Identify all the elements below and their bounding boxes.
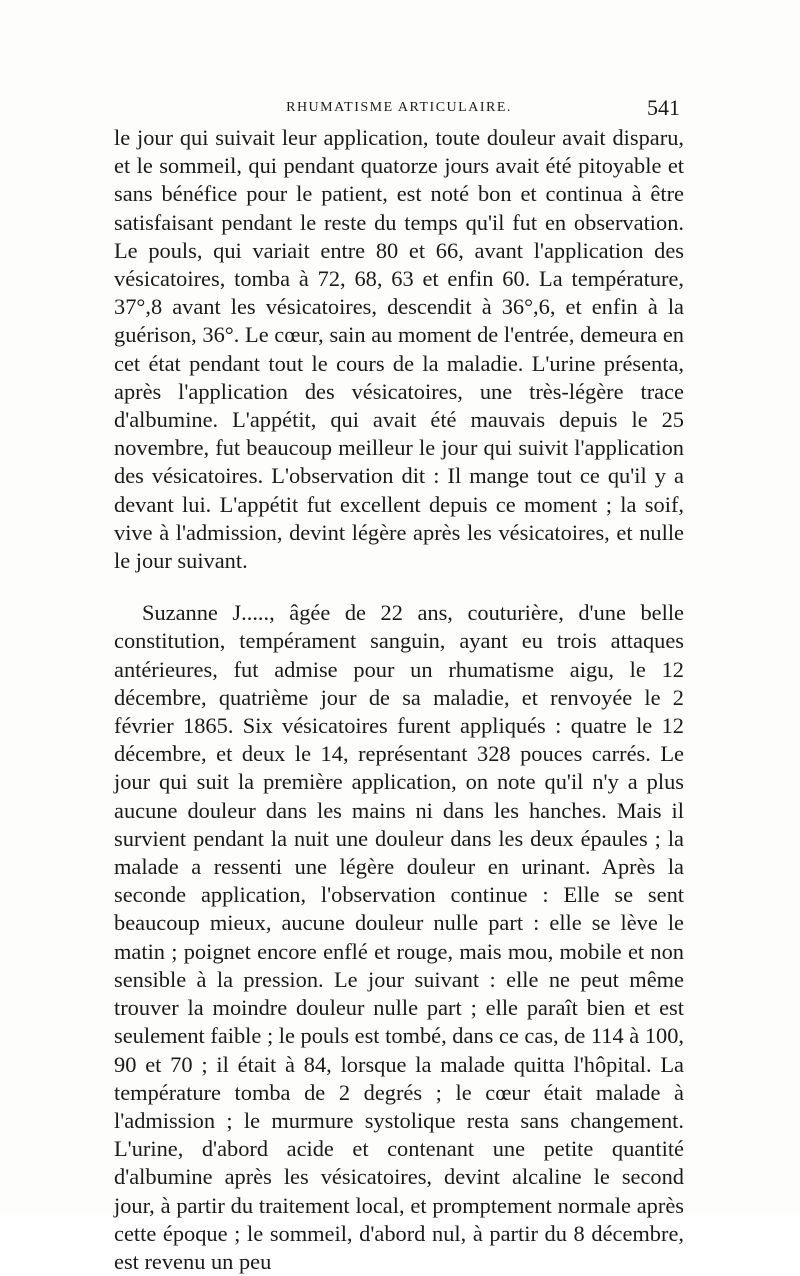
page-number: 541 [647,95,680,120]
paragraph-case-suzanne: Suzanne J....., âgée de 22 ans, couturière, d'une belle constitution, tempérament sanguin, ayant eu trois attaques antérieures, fut admise pour un rhumatisme aigu, le 12 décembre, quatrième jour de sa maladie, et renvoyée le 2 février 1865. Six vésicatoires furent appliqués : quatre le 12 décembre, et deux le 14, représentant 328 pouces carrés. Le jour qui suit la première application, on note qu'il n'y a plus aucune douleur dans les mains ni dans les hanches. Mais il survient pendant la nuit une douleur dans les deux épaules ; la malade a ressenti une légère douleur en urinant. Après la seconde application, l'observation continue : Elle se sent beaucoup mieux, aucune douleur nulle part : elle se lève le matin ; poignet encore enflé et rouge, mais mou, mobile et non sensible à la pression. Le jour suivant : elle ne peut même trouver la moindre douleur nulle part ; elle paraît bien et est seulement faible ; le pouls est tombé, dans ce cas, de 114 à 100, 90 et 70 ; il était à 84, lorsque la malade quitta l'hôpital. La température tomba de 2 degrés ; le cœur était malade à l'admission ; le murmure systolique resta sans changement. L'urine, d'abord acide et contenant une petite quantité d'albumine après les vésicatoires, devint alcaline le second jour, à partir du traitement local, et promptement normale après cette époque ; le sommeil, d'abord nul, à partir du 8 décembre, est revenu un peu [114,600,684,1274]
running-title: RHUMATISME ARTICULAIRE. [286,100,512,115]
paragraph-continuation: le jour qui suivait leur application, toute douleur avait disparu, et le sommeil, qui pendant quatorze jours avait été pitoyable et sans bénéfice pour le patient, est noté bon et continua à être satisfaisant pendant le reste du temps qu'il fut en observation. Le pouls, qui variait entre 80 et 66, avant l'application des vésicatoires, tomba à 72, 68, 63 et enfin 60. La température, 37°,8 avant les vésicatoires, descendit à 36°,6, et enfin à la guérison, 36°. Le cœur, sain au moment de l'entrée, demeura en cet état pendant tout le cours de la maladie. L'urine présenta, après l'application des vésicatoires, une très-légère trace d'albumine. L'appétit, qui avait été mauvais depuis le 25 novembre, fut beaucoup meilleur le jour qui suivit l'application des vésicatoires. L'observation dit : Il mange tout ce qu'il y a devant lui. L'appétit fut excellent depuis ce moment ; la soif, vive à l'admission, devint légère après les vésicatoires, et nulle le jour suivant. [114,125,684,574]
body-text [114,124,684,1276]
running-head [118,95,680,121]
